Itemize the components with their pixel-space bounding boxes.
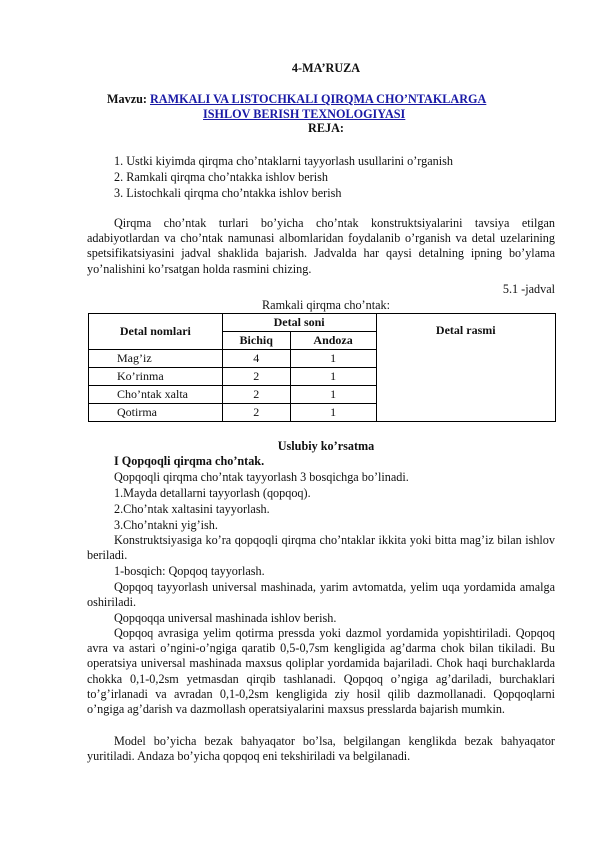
body-line: Qopqoqli qirqma cho’ntak tayyorlash 3 bosqichga bo’linadi. (114, 470, 409, 484)
body-paragraph: Qopqoq tayyorlash universal mashinada, yarim avtomatda, yelim uqa yordamida amalga oshiriladi. (87, 580, 555, 610)
body-line: 3.Cho’ntakni yig’ish. (114, 518, 218, 532)
intro-paragraph: Qirqma cho’ntak turlari bo’yicha cho’ntak konstruktsiyalarini tavsiya etilgan adabiyotlardan va cho’ntak namunasi albomlaridan foydalanib o’rganish va detal uzelarining spetsifikatsiyasini jadval shaklida bajarish. Jadvalda har qaysi detalning ipning bo’ylama yo’nalishini ko’rsatgan holda rasmini chizing. (87, 216, 555, 276)
body-paragraph: Qopqoq avrasiga yelim qotirma pressda yoki dazmol yordamida yopishtiriladi. Qopqoq avra va astari o’ngini-o’ngiga qaratib 0,5-0,7sm kengligida ag’darma chok bilan tikiladi. Bu operatsiya universal mashinada maxsus qoliplar yordamida bajariladi. Chok haqi burchaklarda chokka 0,1-0,2sm yetmasdan qirqib tashlanadi. Qopqoq o’ngiga ag’dariladi, burchaklari to’g’irlanadi va avradan 0,1-0,2sm kengligida ziy hosil qilib dazmollanadi. Qopqoqlarni o’ngiga ag’darish va dazmollash operatsiyalarini maxsus presslarda bajarish mumkin. (87, 626, 555, 717)
header-detail-drawing (376, 314, 556, 422)
section-heading: I Qopqoqli qirqma cho’ntak. (114, 454, 265, 468)
plan-heading: REJA: (308, 121, 344, 135)
table-number: 5.1 -jadval (502, 282, 555, 296)
detail-table (88, 313, 556, 422)
row-name: Mag’iz (89, 350, 223, 368)
topic-label: Mavzu: (107, 92, 147, 106)
header-pattern: Andoza (290, 332, 376, 350)
topic-line-1 (107, 92, 486, 107)
row-name: Qotirma (89, 404, 223, 422)
topic-title-link-2[interactable]: ISHLOV BERISH TEXNOLOGIYASI (203, 107, 406, 121)
body-paragraph: Model bo’yicha bezak bahyaqator bo’lsa, belgilangan kenglikda bezak bahyaqator yuritiladi. Andaza bo’yicha qopqoq eni tekshiriladi va belgilanadi. (87, 734, 555, 764)
row-pattern: 1 (290, 404, 376, 422)
header-detail-count: Detal soni (222, 314, 376, 332)
row-cut: 2 (222, 368, 290, 386)
header-detail-names: Detal nomlari (89, 314, 223, 350)
row-name: Ko’rinma (89, 368, 223, 386)
body-line: 1.Mayda detallarni tayyorlash (qopqoq). (114, 486, 311, 500)
plan-item: 1. Ustki kiyimda qirqma cho’ntaklarni tayyorlash usullarini o’rganish (114, 154, 453, 168)
table-caption: Ramkali qirqma cho’ntak: (262, 298, 390, 312)
row-pattern: 1 (290, 350, 376, 368)
row-cut: 2 (222, 404, 290, 422)
topic-title-link-1[interactable]: RAMKALI VA LISTOCHKALI QIRQMA CHO’NTAKLARGA (149, 92, 487, 106)
body-line: 2.Cho’ntak xaltasini tayyorlash. (114, 502, 270, 516)
row-pattern: 1 (290, 368, 376, 386)
lecture-title: 4-MA’RUZA (291, 61, 361, 75)
row-pattern: 1 (290, 386, 376, 404)
header-cut: Bichiq (222, 332, 290, 350)
body-paragraph: Konstruktsiyasiga ko’ra qopqoqli qirqma cho’ntaklar ikkita yoki bitta mag’iz bilan ishlov beriladi. (87, 533, 555, 563)
plan-item: 2. Ramkali qirqma cho’ntakka ishlov berish (114, 170, 328, 184)
row-cut: 4 (222, 350, 290, 368)
topic-line-2 (203, 107, 405, 122)
row-cut: 2 (222, 386, 290, 404)
guide-heading: Uslubiy ko’rsatma (277, 439, 375, 453)
row-name: Cho’ntak xalta (89, 386, 223, 404)
plan-item: 3. Listochkali qirqma cho’ntakka ishlov berish (114, 186, 342, 200)
detail-drawing-label: Detal rasmi (435, 323, 496, 337)
body-line: 1-bosqich: Qopqoq tayyorlash. (114, 564, 265, 578)
body-line: Qopqoqqa universal mashinada ishlov berish. (114, 611, 337, 625)
